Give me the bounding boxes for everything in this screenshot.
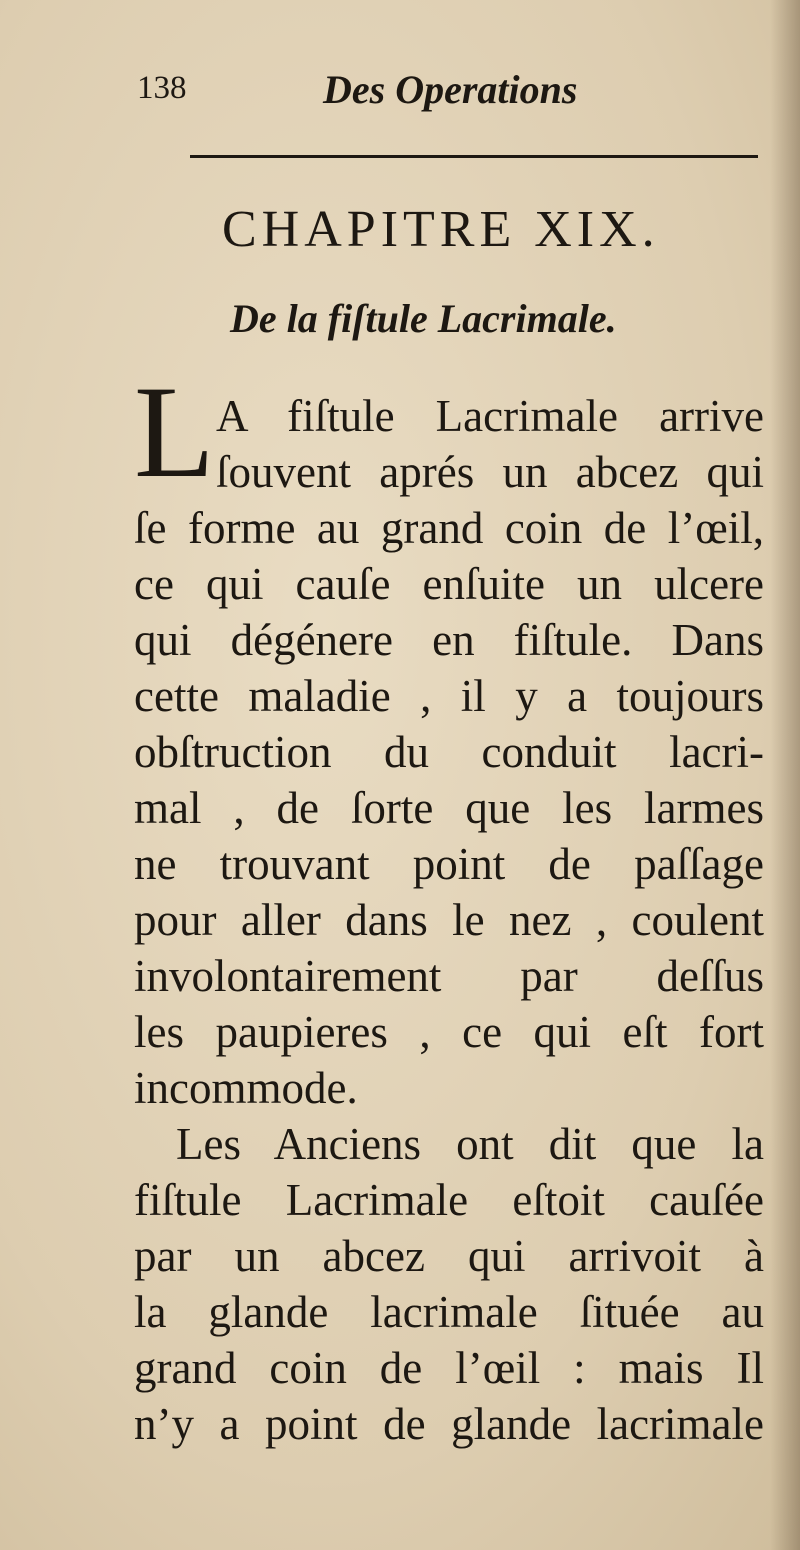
text-line: fiſtule Lacrimale eſtoit cauſée: [134, 1175, 764, 1225]
text-line: pour aller dans le nez , coulent: [134, 895, 764, 945]
text-line: obſtruction du conduit lacri-: [134, 727, 764, 777]
text-line: la glande lacrimale ſituée au: [134, 1287, 764, 1337]
text-line: A fiſtule Lacrimale arrive: [216, 391, 764, 441]
text-line: n’y a point de glande lacrimale: [134, 1399, 764, 1449]
chapter-subtitle: De la fiſtule Lacrimale.: [230, 296, 617, 341]
text-line: ſe forme au grand coin de l’œil,: [134, 503, 764, 553]
text-line: grand coin de l’œil : mais Il: [134, 1343, 764, 1393]
chapter-heading: CHAPITRE XIX.: [222, 201, 660, 258]
running-title: Des Operations: [323, 67, 578, 112]
header-rule: [190, 155, 758, 158]
text-line: incommode.: [134, 1063, 358, 1113]
text-line: Les Anciens ont dit que la: [176, 1119, 764, 1169]
text-line: ſouvent aprés un abcez qui: [216, 447, 764, 497]
text-line: par un abcez qui arrivoit à: [134, 1231, 764, 1281]
page-edge-shadow: [770, 0, 800, 1550]
text-line: qui dégénere en fiſtule. Dans: [134, 615, 764, 665]
text-line: ce qui cauſe enſuite un ulcere: [134, 559, 764, 609]
text-line: les paupieres , ce qui eſt fort: [134, 1007, 764, 1057]
text-line: cette maladie , il y a toujours: [134, 671, 764, 721]
text-line: involontairement par deſſus: [134, 951, 764, 1001]
text-line: ne trouvant point de paſſage: [134, 839, 764, 889]
text-line: mal , de ſorte que les larmes: [134, 783, 764, 833]
page-number: 138: [137, 70, 187, 106]
drop-cap: L: [134, 358, 215, 505]
